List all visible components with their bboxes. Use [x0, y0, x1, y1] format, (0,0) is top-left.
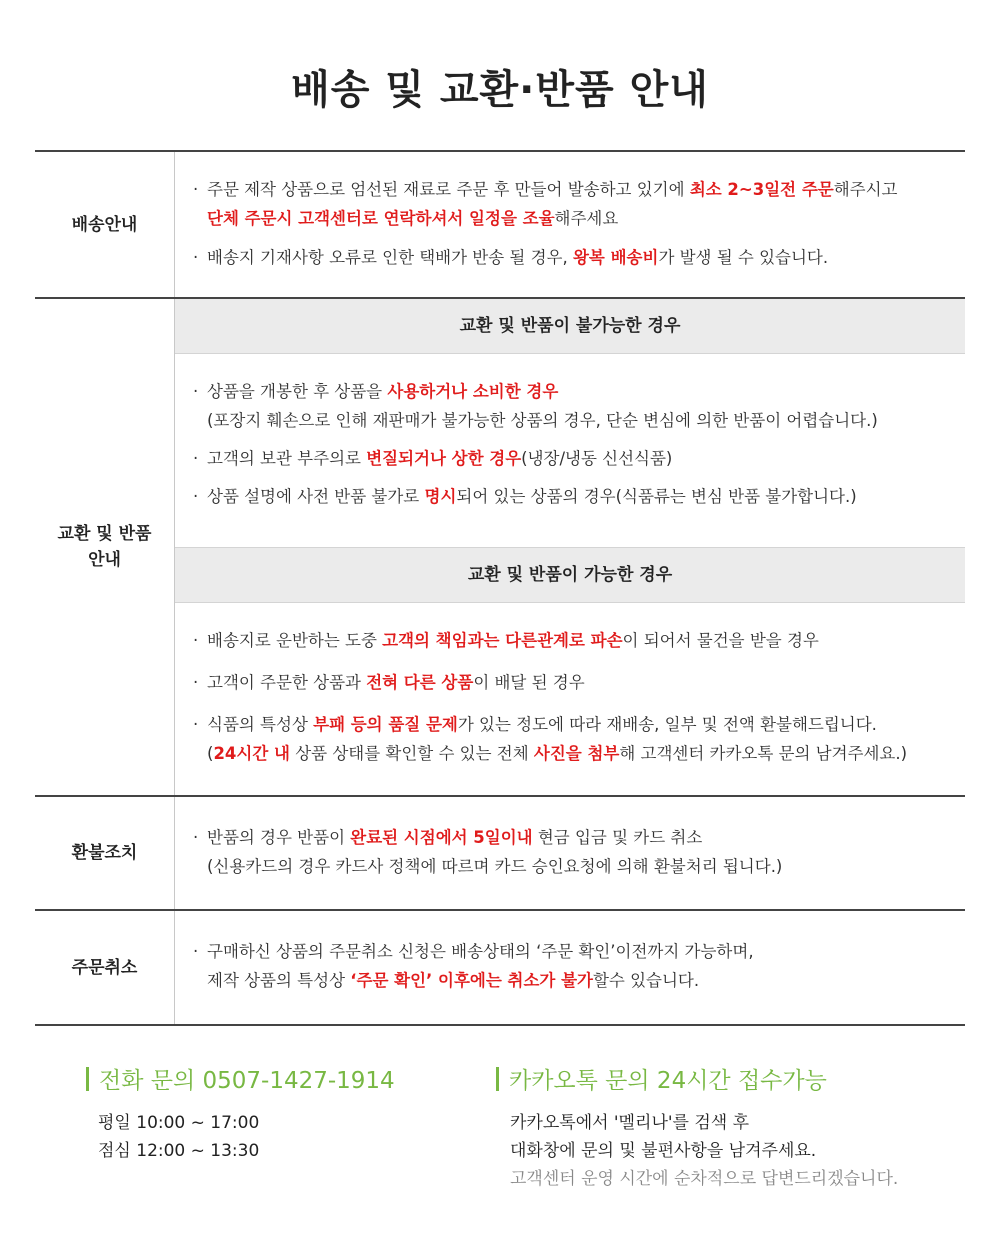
highlight-text: ‘주문 확인’ 이후에는 취소가 불가	[350, 971, 593, 990]
phone-lunch-hours: 점심 12:00 ~ 13:30	[98, 1141, 260, 1161]
allowed-item: · 고객이 주문한 상품과 전혀 다른 상품이 배달 된 경우	[193, 668, 965, 697]
not-allowed-item: · 상품을 개봉한 후 상품을 사용하거나 소비한 경우	[193, 377, 965, 406]
kakao-instruction-2: 대화창에 문의 및 불편사항을 남겨주세요.	[510, 1141, 817, 1161]
kakao-contact-title: 카카오톡 문의 24시간 접수가능	[496, 1062, 898, 1095]
highlight-text: 전혀 다른 상품	[366, 673, 474, 692]
bullet-dot: ·	[193, 631, 199, 650]
kakao-instruction-3: 고객센터 운영 시간에 순차적으로 답변드리겠습니다.	[510, 1169, 899, 1189]
highlight-text: 변질되거나 상한 경우	[366, 449, 522, 468]
bullet-dot: ·	[193, 673, 199, 692]
cancel-line-1: · 구매하신 상품의 주문취소 신청은 배송상태의 ‘주문 확인’이전까지 가능하며,	[193, 937, 965, 966]
page-title: 배송 및 교환·반품 안내	[291, 67, 709, 113]
exchange-header: 교환 및 반품 안내	[35, 299, 175, 795]
not-allowed-item: · 고객의 보관 부주의로 변질되거나 상한 경우(냉장/냉동 신선식품)	[193, 444, 965, 473]
refund-row	[35, 797, 965, 911]
shipping-line-1: · 주문 제작 상품으로 엄선된 재료로 주문 후 만들어 발송하고 있기에 최소 2~3일전 주문해주시고	[193, 175, 965, 204]
highlight-text: 24시간 내	[213, 744, 290, 763]
refund-header: 환불조치	[35, 797, 175, 909]
exchange-body	[175, 299, 965, 795]
phone-contact	[86, 1062, 395, 1165]
highlight-text: 최소 2~3일전 주문	[689, 180, 834, 199]
highlight-text: 명시	[424, 487, 457, 506]
highlight-text: 사진을 첨부	[533, 744, 620, 763]
highlight-text: 단체 주문시 고객센터로 연락하셔서 일정을 조율	[207, 209, 555, 228]
highlight-text: 왕복 배송비	[572, 248, 659, 267]
not-allowed-note: (포장지 훼손으로 인해 재판매가 불가능한 상품의 경우, 단순 변심에 의한 반품이 어렵습니다.)	[207, 411, 878, 430]
info-table	[35, 150, 965, 1026]
highlight-text: 완료된 시점에서 5일이내	[350, 828, 533, 847]
bullet-dot: ·	[193, 828, 199, 847]
refund-body	[175, 797, 965, 909]
bullet-dot: ·	[193, 942, 199, 961]
kakao-contact	[496, 1062, 898, 1193]
highlight-text: 부패 등의 품질 문제	[313, 715, 458, 734]
cancel-body	[175, 911, 965, 1024]
allowed-item: · 식품의 특성상 부패 등의 품질 문제가 있는 정도에 따라 재배송, 일부 및 전액 환불해드립니다.	[193, 710, 965, 739]
allowed-title: 교환 및 반품이 가능한 경우	[175, 547, 965, 603]
shipping-body	[175, 152, 965, 297]
bullet-dot: ·	[193, 715, 199, 734]
shipping-line-3: · 배송지 기재사항 오류로 인한 택배가 반송 될 경우, 왕복 배송비가 발생 될 수 있습니다.	[193, 243, 965, 272]
bullet-dot: ·	[193, 248, 199, 267]
shipping-header: 배송안내	[35, 152, 175, 297]
refund-line-2: (신용카드의 경우 카드사 정책에 따르며 카드 승인요청에 의해 환불처리 됩니다.)	[207, 857, 783, 876]
highlight-text: 고객의 책임과는 다른관계로 파손	[382, 631, 623, 650]
bullet-dot: ·	[193, 449, 199, 468]
allowed-note: (24시간 내 상품 상태를 확인할 수 있는 전체 사진을 첨부해 고객센터 카카오톡 문의 남겨주세요.)	[207, 744, 908, 763]
refund-line-1: · 반품의 경우 반품이 완료된 시점에서 5일이내 현금 입금 및 카드 취소	[193, 823, 965, 852]
bullet-dot: ·	[193, 382, 199, 401]
cancel-row	[35, 911, 965, 1026]
shipping-line-2: 단체 주문시 고객센터로 연락하셔서 일정을 조율해주세요	[207, 209, 619, 228]
not-allowed-item: · 상품 설명에 사전 반품 불가로 명시되어 있는 상품의 경우(식품류는 변심 반품 불가합니다.)	[193, 482, 965, 511]
accent-bar	[86, 1067, 89, 1091]
accent-bar	[496, 1067, 499, 1091]
bullet-dot: ·	[193, 180, 199, 199]
exchange-row	[35, 299, 965, 797]
allowed-item: · 배송지로 운반하는 도중 고객의 책임과는 다른관계로 파손이 되어서 물건을 받을 경우	[193, 626, 965, 655]
not-allowed-title: 교환 및 반품이 불가능한 경우	[175, 299, 965, 354]
kakao-instruction-1: 카카오톡에서 '멜리나'를 검색 후	[510, 1113, 750, 1133]
cancel-header: 주문취소	[35, 911, 175, 1024]
cancel-line-2: 제작 상품의 특성상 ‘주문 확인’ 이후에는 취소가 불가할수 있습니다.	[207, 971, 700, 990]
shipping-row	[35, 152, 965, 299]
phone-contact-title: 전화 문의 0507-1427-1914	[86, 1062, 395, 1095]
bullet-dot: ·	[193, 487, 199, 506]
highlight-text: 사용하거나 소비한 경우	[387, 382, 559, 401]
phone-weekday-hours: 평일 10:00 ~ 17:00	[98, 1113, 260, 1133]
